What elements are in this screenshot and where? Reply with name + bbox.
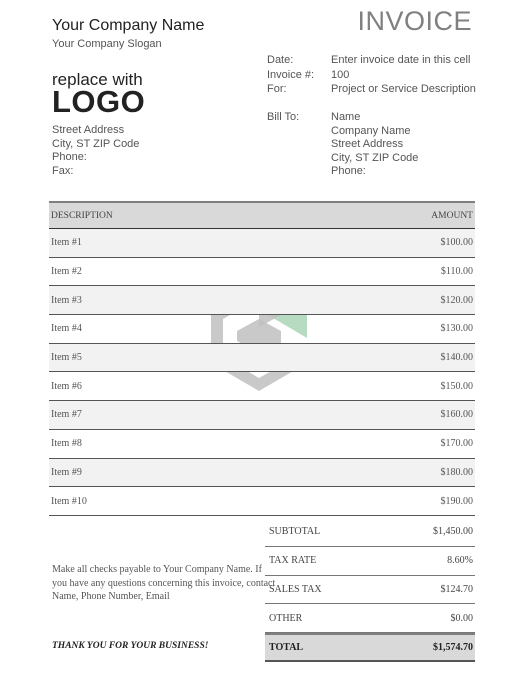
- date-label: Date:: [267, 54, 294, 66]
- total-row: [265, 633, 475, 662]
- tax-rate-label: TAX RATE: [269, 555, 317, 567]
- bill-to-phone[interactable]: Phone:: [331, 165, 366, 177]
- table-row[interactable]: [49, 459, 475, 488]
- bill-to-name[interactable]: Name: [331, 111, 361, 123]
- company-fax: Fax:: [52, 164, 74, 177]
- company-phone: Phone:: [52, 151, 87, 163]
- payment-note: Make all checks payable to Your Company Name. If you have any questions concerning this invoice, contact Name, Phone Number, Email: [52, 564, 276, 602]
- for-value[interactable]: Project or Service Description: [331, 83, 476, 95]
- item-description[interactable]: Item #3: [51, 294, 82, 306]
- bill-to-company[interactable]: Company Name: [331, 124, 411, 137]
- total-value: $1,574.70: [433, 642, 473, 654]
- invoice-meta-labels: [267, 53, 314, 97]
- items-table: [49, 201, 475, 516]
- table-row[interactable]: [49, 229, 475, 258]
- item-amount[interactable]: $110.00: [440, 266, 473, 278]
- logo-placeholder-line2: LOGO: [52, 84, 146, 119]
- sales-tax-value: $124.70: [440, 583, 473, 595]
- thank-you-message: THANK YOU FOR YOUR BUSINESS!: [52, 641, 209, 651]
- company-address: [52, 124, 139, 178]
- item-description[interactable]: Item #6: [51, 380, 82, 392]
- logo-placeholder-line1: replace with: [52, 70, 143, 89]
- subtotal-row: [265, 518, 475, 547]
- item-description[interactable]: Item #5: [51, 352, 82, 364]
- sales-tax-label: SALES TAX: [269, 583, 322, 595]
- invoice-meta-values: [331, 53, 476, 97]
- bill-to-label: Bill To:: [267, 111, 300, 123]
- tax-rate-row: [265, 547, 475, 576]
- item-amount[interactable]: $180.00: [440, 466, 473, 478]
- invoice-title: INVOICE: [357, 6, 472, 36]
- item-description[interactable]: Item #7: [51, 409, 82, 421]
- description-column-header: DESCRIPTION: [51, 210, 113, 221]
- item-amount[interactable]: $140.00: [440, 352, 473, 364]
- item-amount[interactable]: $120.00: [440, 294, 473, 306]
- table-row[interactable]: [49, 315, 475, 344]
- total-label: TOTAL: [269, 642, 304, 654]
- item-amount[interactable]: $100.00: [440, 237, 473, 249]
- totals-table: [265, 518, 475, 662]
- other-label: OTHER: [269, 612, 303, 624]
- amount-column-header: AMOUNT: [431, 210, 473, 221]
- table-row[interactable]: [49, 401, 475, 430]
- invoice-number-value[interactable]: 100: [331, 68, 350, 81]
- item-amount[interactable]: $160.00: [440, 409, 473, 421]
- invoice-number-label: Invoice #:: [267, 68, 315, 81]
- table-row[interactable]: [49, 487, 475, 516]
- item-description[interactable]: Item #10: [51, 495, 87, 507]
- date-value[interactable]: Enter invoice date in this cell: [331, 54, 471, 66]
- other-row: [265, 604, 475, 633]
- item-amount[interactable]: $190.00: [440, 495, 473, 507]
- table-row[interactable]: [49, 372, 475, 401]
- tax-rate-value[interactable]: 8.60%: [447, 555, 473, 567]
- items-table-header: [49, 201, 475, 229]
- table-row[interactable]: [49, 344, 475, 373]
- item-description[interactable]: Item #1: [51, 237, 82, 249]
- for-label: For:: [267, 83, 287, 95]
- bill-to-street[interactable]: Street Address: [331, 138, 404, 150]
- table-row[interactable]: [49, 430, 475, 459]
- company-street: Street Address: [52, 124, 125, 136]
- item-description[interactable]: Item #8: [51, 438, 82, 450]
- company-city: City, ST ZIP Code: [52, 137, 140, 150]
- bill-to-city[interactable]: City, ST ZIP Code: [331, 151, 419, 164]
- sales-tax-row: [265, 576, 475, 605]
- item-description[interactable]: Item #2: [51, 266, 82, 278]
- company-slogan: Your Company Slogan: [52, 38, 162, 50]
- item-description[interactable]: Item #4: [51, 323, 82, 335]
- table-row[interactable]: [49, 258, 475, 287]
- table-row[interactable]: [49, 286, 475, 315]
- item-amount[interactable]: $130.00: [440, 323, 473, 335]
- other-value[interactable]: $0.00: [450, 612, 473, 624]
- company-name: Your Company Name: [52, 17, 205, 34]
- subtotal-label: SUBTOTAL: [269, 526, 321, 538]
- item-amount[interactable]: $150.00: [440, 380, 473, 392]
- item-amount[interactable]: $170.00: [440, 438, 473, 450]
- item-description[interactable]: Item #9: [51, 466, 82, 478]
- subtotal-value: $1,450.00: [433, 526, 473, 538]
- bill-to-block: [331, 111, 418, 179]
